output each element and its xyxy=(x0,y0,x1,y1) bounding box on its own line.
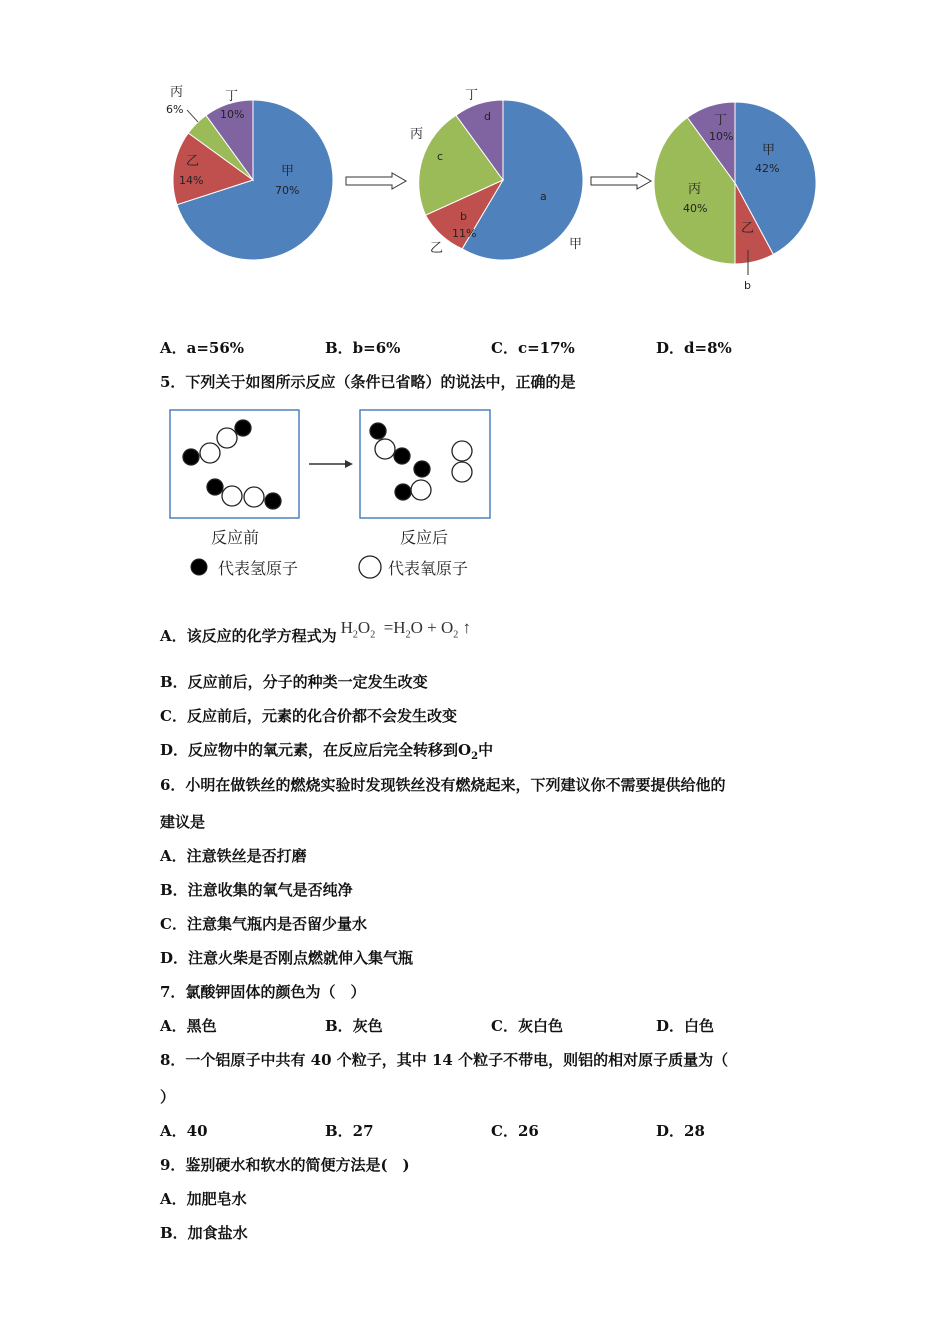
q6-option-c: C．注意集气瓶内是否留少量水 xyxy=(160,915,367,933)
pie2-label-ding: 丁 xyxy=(465,88,479,103)
pie3-label-bing: 丙 xyxy=(688,182,702,197)
pie2-label-yi: 乙 xyxy=(430,241,444,256)
pie3-value-ding: 10% xyxy=(709,130,734,143)
q4-option-c: C．c=17% xyxy=(491,339,575,357)
q5-stem: 5．下列关于如图所示反应（条件已省略）的说法中，正确的是 xyxy=(160,373,576,391)
q7-stem: 7．氯酸钾固体的颜色为（ ） xyxy=(160,983,366,1001)
pie2-letter-b: b xyxy=(460,210,467,223)
q9-option-a: A．加肥皂水 xyxy=(160,1190,247,1208)
pie3-value-jia: 42% xyxy=(755,162,780,175)
q4-option-d: D．d=8% xyxy=(656,339,732,357)
pie3-letter-b: b xyxy=(744,279,751,292)
q8-option-d: D．28 xyxy=(656,1122,705,1140)
q5-option-d-pre: D．反应物中的氧元素，在反应后完全转移到 xyxy=(160,741,459,759)
pie-chart-3 xyxy=(654,102,816,292)
q7-option-d: D．白色 xyxy=(656,1017,715,1035)
q7-option-a: A．黑色 xyxy=(160,1017,217,1035)
pie1-label-ding: 丁 xyxy=(225,89,239,104)
q8-option-a: A．40 xyxy=(160,1122,208,1140)
pie2-letter-d: d xyxy=(484,110,491,123)
pie1-value-bing: 6% xyxy=(166,103,184,116)
pie3-label-jia: 甲 xyxy=(762,143,776,158)
arrow-2 xyxy=(591,173,651,189)
legend-oxygen-label: 代表氧原子 xyxy=(388,559,469,578)
q5-option-a xyxy=(160,618,471,648)
pie2-label-bing: 丙 xyxy=(410,127,424,142)
pie1-label-yi: 乙 xyxy=(186,154,200,169)
legend-oxygen-circle xyxy=(359,556,381,578)
q5-option-a-text: A．该反应的化学方程式为 xyxy=(160,627,337,645)
q9-option-b: B．加食盐水 xyxy=(160,1224,248,1242)
pie2-label-jia: 甲 xyxy=(569,237,583,252)
pie3-value-bing: 40% xyxy=(683,202,708,215)
q9-stem: 9．鉴别硬水和软水的简便方法是( ) xyxy=(160,1156,410,1174)
q5-option-c: C．反应前后，元素的化合价都不会发生改变 xyxy=(160,707,457,725)
q5-option-d xyxy=(160,739,493,762)
pie1-value-yi: 14% xyxy=(179,174,204,187)
pie3-label-yi: 乙 xyxy=(741,221,755,236)
pie1-label-jia: 甲 xyxy=(281,164,295,179)
q7-option-b: B．灰色 xyxy=(325,1017,383,1035)
q4-option-a: A．a=56% xyxy=(160,339,245,357)
legend-hydrogen-dot xyxy=(191,559,207,575)
q6-stem-line1: 6．小明在做铁丝的燃烧实验时发现铁丝没有燃烧起来，下列建议你不需要提供给他的 xyxy=(160,776,726,794)
reaction-diagram xyxy=(0,400,520,590)
after-label: 反应后 xyxy=(400,528,449,547)
legend-hydrogen-label: 代表氢原子 xyxy=(218,559,299,578)
q5-option-b: B．反应前后，分子的种类一定发生改变 xyxy=(160,673,428,691)
pie-chart-2 xyxy=(410,88,583,260)
q8-stem-line2: ） xyxy=(160,1088,176,1106)
q6-option-a: A．注意铁丝是否打磨 xyxy=(160,847,307,865)
pie2-letter-a: a xyxy=(540,190,547,203)
pie2-value-b: 11% xyxy=(452,227,477,240)
pie1-value-jia: 70% xyxy=(275,184,300,197)
q6-option-d: D．注意火柴是否刚点燃就伸入集气瓶 xyxy=(160,949,414,967)
q5-option-d-post: 中 xyxy=(478,741,494,759)
q5-option-d-o2: $O_2$ xyxy=(458,741,479,762)
pie1-value-ding: 10% xyxy=(220,108,245,121)
q4-option-b: B．b=6% xyxy=(325,339,401,357)
pie3-label-ding: 丁 xyxy=(714,113,728,128)
pie-chart-figure xyxy=(0,0,950,310)
q8-option-c: C．26 xyxy=(491,1122,539,1140)
q8-option-b: B．27 xyxy=(325,1122,374,1140)
pie2-letter-c: c xyxy=(437,150,444,163)
q5-equation: $H_2O_2 =H_2O + O_2$ ↑ xyxy=(340,618,471,641)
q6-stem-line2: 建议是 xyxy=(160,813,206,831)
q8-stem-line1: 8．一个铝原子中共有 40 个粒子，其中 14 个粒子不带电，则铝的相对原子质量为（ xyxy=(160,1051,729,1069)
q7-option-c: C．灰白色 xyxy=(491,1017,563,1035)
before-label: 反应前 xyxy=(211,528,260,547)
pie-chart-1 xyxy=(166,85,333,260)
arrow-1 xyxy=(346,173,406,189)
q6-option-b: B．注意收集的氧气是否纯净 xyxy=(160,881,353,899)
pie1-label-bing: 丙 xyxy=(170,85,184,100)
